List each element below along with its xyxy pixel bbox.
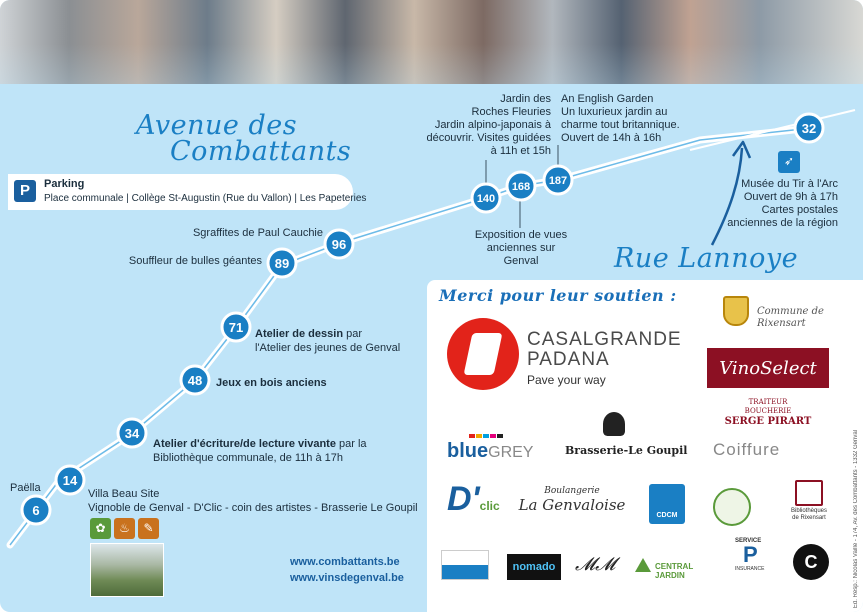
bibliotheques-icon — [795, 480, 823, 506]
stop-number: 34 — [124, 426, 140, 441]
archery-icon: ➶ — [778, 151, 800, 173]
bluegrey-color-bar — [469, 434, 533, 438]
parking-title: Parking — [44, 178, 85, 190]
stop-number: 187 — [548, 175, 568, 187]
round-seal-icon — [713, 488, 751, 526]
dclic-d: D' — [447, 480, 480, 518]
label-expo-l1: Exposition de vues — [474, 229, 568, 241]
label-musee-l2: Ouvert de 9h à 17h — [743, 191, 838, 203]
commune-crest-icon — [723, 296, 749, 326]
publisher-credit: Ed. Resp.: Nicolas Vaille - 174, Av. des Combattants - 1332 Genval — [853, 430, 859, 609]
tree-icon — [635, 558, 651, 572]
label-english-desc3: Ouvert de 14h à 16h — [561, 132, 662, 144]
label-atelier-ecriture — [153, 438, 367, 451]
commune-logo — [757, 306, 824, 330]
boulangerie-l2: La Genvaloise — [518, 496, 626, 514]
vinoselect-logo: VinoSelect — [707, 348, 829, 388]
dclic-clic: clic — [479, 499, 500, 513]
bluegrey-grey: GREY — [488, 444, 534, 461]
cdcm-logo — [649, 484, 685, 524]
bibliotheques-l1: Bibliothèques — [790, 508, 828, 514]
label-musee-l4: anciennes de la région — [727, 217, 838, 229]
label-jardin-title2: Roches Fleuries — [471, 106, 551, 118]
parking-icon: P — [14, 180, 36, 202]
nomado-logo: nomado — [507, 554, 561, 580]
villa-photo — [90, 543, 164, 597]
stop-marker-71[interactable] — [222, 313, 250, 341]
parking-info — [8, 174, 367, 210]
label-atelier-ecriture-by: par la — [335, 438, 367, 450]
food-drink-icon: ♨ — [114, 518, 135, 539]
boulangerie-logo — [517, 486, 627, 514]
commune-l2: Rixensart — [757, 318, 806, 329]
casalgrande-logo — [527, 330, 682, 390]
stop-marker-140[interactable] — [472, 184, 500, 212]
bibliotheques-l2: de Rixensart — [792, 515, 826, 521]
central-jardin-logo — [633, 554, 719, 580]
parking-locations: Place communale | Collège St-Augustin (Rue du Vallon) | Les Papeteries — [44, 193, 367, 204]
coiffure-logo: Coiffure — [713, 440, 781, 459]
boulangerie-l1: Boulangerie — [544, 486, 600, 496]
signature-logo: 𝓜𝓜 — [575, 554, 616, 575]
stop-marker-89[interactable] — [268, 249, 296, 277]
label-jardin-desc2: découvrir. Visites guidées — [426, 132, 551, 144]
label-expo-l2: anciennes sur Genval — [486, 242, 556, 267]
label-jardin-desc1: Jardin alpino-japonais à — [434, 119, 551, 131]
stop-marker-96[interactable] — [325, 230, 353, 258]
label-jardin-desc3: à 11h et 15h — [490, 145, 551, 157]
rue-lannoye-line — [690, 110, 855, 150]
boucherie-logo — [707, 398, 829, 428]
label-atelier-dessin-details: l'Atelier des jeunes de Genval — [255, 342, 401, 354]
stop-number: 89 — [274, 256, 290, 271]
label-sgraffites: Sgraffites de Paul Cauchie — [192, 227, 323, 239]
stop-marker-32[interactable] — [795, 114, 823, 142]
stop-marker-168[interactable] — [507, 172, 535, 200]
stop-marker-187[interactable] — [544, 166, 572, 194]
stop-number: 71 — [228, 320, 244, 335]
circle-c-logo-icon: C — [793, 544, 829, 580]
casalgrande-emblem-icon — [447, 318, 519, 390]
bluegrey-blue: blue — [447, 440, 489, 462]
insurance-text: INSURANCE — [735, 566, 765, 572]
label-exposition — [470, 229, 572, 268]
stop-number: 140 — [476, 193, 496, 205]
label-jardin-title1: Jardin des — [500, 93, 551, 105]
stop-number: 14 — [62, 473, 78, 488]
stop-marker-34[interactable] — [118, 419, 146, 447]
label-paella: Paëlla — [10, 482, 41, 494]
label-musee-l3: Cartes postales — [761, 204, 838, 216]
label-villa-details: Vignoble de Genval - D'Clic - coin des artistes - Brasserie Le Goupil — [88, 502, 418, 514]
bluegrey-logo — [447, 434, 533, 463]
label-atelier-dessin-by: par — [343, 328, 363, 340]
dclic-logo — [447, 480, 500, 519]
boucherie-l2: BOUCHERIE — [744, 407, 792, 415]
label-musee — [700, 178, 838, 230]
stop-number: 96 — [331, 237, 347, 252]
sponsors-heading: Merci pour leur soutien : — [439, 286, 677, 305]
boucherie-l3: SERGE PIRART — [724, 416, 812, 427]
bibliotheques-logo — [779, 480, 839, 522]
stop-marker-14[interactable] — [56, 466, 84, 494]
stop-marker-48[interactable] — [181, 366, 209, 394]
stop-marker-6[interactable] — [22, 496, 50, 524]
cdcm-text: CDCM — [656, 511, 678, 519]
label-english-desc2: charme tout britannique. — [561, 119, 680, 131]
stop-number: 168 — [511, 181, 531, 193]
label-jeux: Jeux en bois anciens — [216, 377, 327, 389]
label-villa-title: Villa Beau Site — [88, 488, 160, 500]
label-musee-l1: Musée du Tir à l'Arc — [741, 178, 838, 190]
label-atelier-ecriture-details: Bibliothèque communale, de 11h à 17h — [153, 452, 343, 464]
url-combattants[interactable]: www.combattants.be — [290, 556, 400, 568]
label-english-garden — [561, 93, 680, 145]
goupil-fox-icon — [603, 412, 625, 436]
street-name-avenue-line2: Combattants — [170, 136, 352, 167]
central-jardin-text: CENTRAL JARDIN — [655, 562, 694, 580]
label-souffleur: Souffleur de bulles géantes — [128, 255, 262, 267]
stop-number: 32 — [801, 121, 817, 136]
sponsors-panel — [427, 280, 863, 612]
stop-number: 6 — [32, 503, 40, 518]
stop-number: 48 — [187, 373, 203, 388]
label-jardin — [420, 93, 551, 158]
label-atelier-dessin — [255, 328, 362, 341]
boucherie-l1: TRAITEUR — [748, 398, 788, 406]
commune-l1: Commune de — [757, 306, 824, 317]
url-vinsdegenval[interactable]: www.vinsdegenval.be — [290, 572, 404, 584]
art-icon: ✎ — [138, 518, 159, 539]
street-name-avenue-line1: Avenue des — [136, 110, 298, 141]
insurance-logo — [735, 538, 775, 584]
label-english-title: An English Garden — [561, 93, 654, 105]
street-name-rue-lannoye: Rue Lannoye — [614, 243, 799, 274]
label-english-desc1: Un luxurieux jardin au — [561, 106, 668, 118]
municipal-logo-icon — [441, 550, 489, 580]
casalgrande-name1: CASALGRANDE — [527, 329, 682, 350]
label-atelier-ecriture-title: Atelier d'écriture/de lecture vivante — [153, 438, 336, 450]
insurance-p-icon: P — [743, 542, 758, 567]
label-atelier-dessin-title: Atelier de dessin — [255, 328, 344, 340]
goupil-logo: Brasserie-Le Goupil — [565, 444, 688, 457]
casalgrande-name2: PADANA — [527, 349, 610, 370]
casalgrande-tagline: Pave your way — [527, 373, 606, 387]
grapes-icon: ✿ — [90, 518, 111, 539]
service-text: SERVICE — [735, 538, 762, 544]
